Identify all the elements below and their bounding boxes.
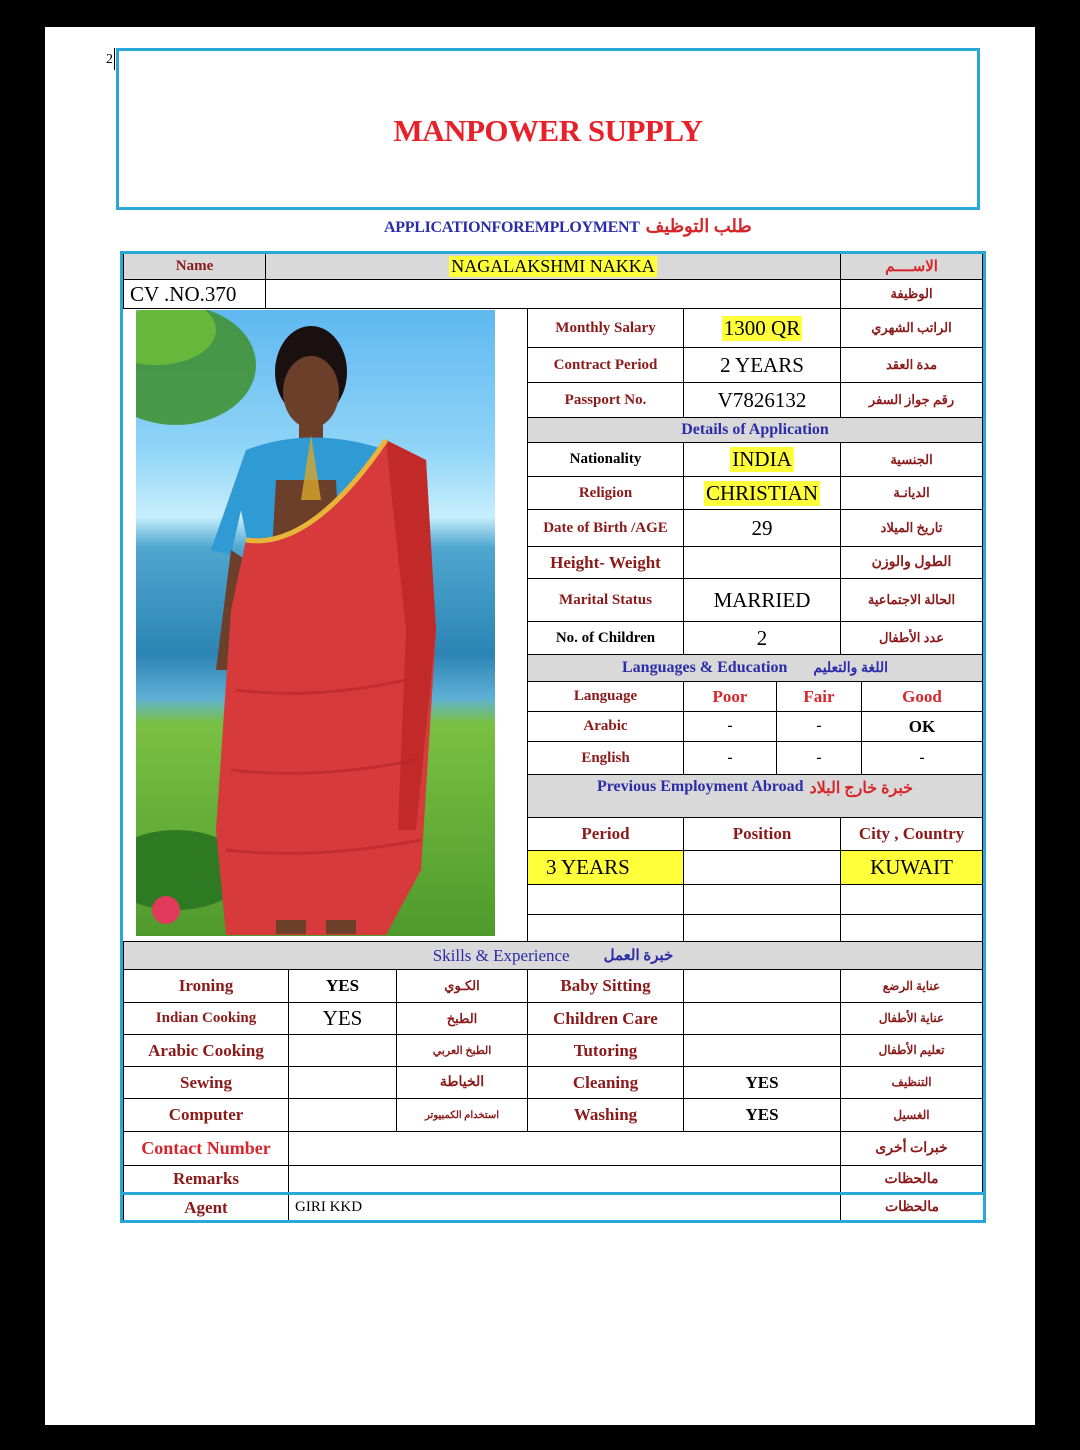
english-good: - [862,742,983,775]
name-label-ar: الاســــم [841,254,983,280]
fair-col-header: Fair [777,682,862,712]
employment-empty-city-1 [841,885,983,915]
employment-period: 3 YEARS [528,851,684,885]
children-label: No. of Children [528,622,684,655]
remarks-label-ar: مالحظات [841,1166,983,1193]
skill-sewing-value [289,1067,397,1099]
employment-empty-period-1 [528,885,684,915]
skill-ironing: Ironing [123,970,289,1003]
skill-ironing-value: YES [289,970,397,1003]
page-title: MANPOWER SUPPLY [393,113,703,148]
skill-children-care-value [684,1003,841,1035]
marital-status-label: Marital Status [528,579,684,622]
children-value: 2 [684,622,841,655]
skills-header [123,942,983,970]
remarks-value [289,1166,841,1193]
skill-sewing: Sewing [123,1067,289,1099]
employment-city: KUWAIT [841,851,983,885]
skill-ironing-ar: الكـوي [397,970,528,1003]
skills-header-en: Skills & Experience [432,945,570,965]
good-col-header: Good [862,682,983,712]
languages-header-en: Languages & Education [622,659,788,676]
contact-number-label: Contact Number [123,1132,289,1166]
cv-value-cell [266,280,841,309]
cv-label-ar: الوظيفة [841,280,983,309]
dob-age-label: Date of Birth /AGE [528,510,684,547]
skill-indian-cooking-ar: الطبخ [397,1003,528,1035]
skill-baby-sitting: Baby Sitting [528,970,684,1003]
contact-number-label-ar: خبرات أخرى [841,1132,983,1166]
employment-header-en: Previous Employment Abroad [596,778,804,795]
arabic-fair: - [777,712,862,742]
children-label-ar: عدد الأطفال [841,622,983,655]
page-number-divider [114,48,115,70]
height-weight-label-ar: الطول والوزن [841,547,983,579]
skill-arabic-cooking-ar: الطبخ العربي [397,1035,528,1067]
marital-status-value: MARRIED [684,579,841,622]
skill-computer: Computer [123,1099,289,1132]
nationality-value: INDIA [732,447,792,471]
religion-label-ar: الديانـة [841,477,983,510]
arabic-poor: - [684,712,777,742]
contract-period-value: 2 YEARS [684,348,841,383]
agent-label-ar: مالحظات [885,1200,939,1215]
passport-label-ar: رقم جواز السفر [841,383,983,418]
employment-position [684,851,841,885]
skill-children-care: Children Care [528,1003,684,1035]
skill-indian-cooking: Indian Cooking [123,1003,289,1035]
monthly-salary-value: 1300 QR [723,315,801,340]
skills-header-ar: خبرة العمل [603,948,674,964]
application-title-en: APPLICATIONFOREMPLOYMENT [384,219,640,236]
languages-header-ar: اللغة والتعليم [813,660,888,676]
page-number: 2 [106,52,113,67]
applicant-photo [136,310,495,936]
contract-period-label-ar: مدة العقد [841,348,983,383]
agent-label: Agent [123,1195,289,1220]
skill-tutoring-ar: تعليم الأطفال [841,1035,983,1067]
name-value-cell [266,254,841,280]
skill-washing: Washing [528,1099,684,1132]
passport-value: V7826132 [684,383,841,418]
contact-number-value [289,1132,841,1166]
religion-value-cell [684,477,841,510]
applicant-photo-illustration [136,310,495,936]
employment-header [528,775,983,818]
position-col-header: Position [684,818,841,851]
cv-number: CV .NO.370 [123,280,266,309]
remarks-label: Remarks [123,1166,289,1193]
skill-arabic-cooking-value [289,1035,397,1067]
skill-baby-sitting-ar: عناية الرضع [841,970,983,1003]
languages-header [528,655,983,682]
photo-right-spacer [495,309,528,942]
english-language: English [528,742,684,775]
skill-computer-value [289,1099,397,1132]
height-weight-value [684,547,841,579]
skill-sewing-ar: الخياطة [397,1067,528,1099]
employment-empty-city-2 [841,915,983,942]
employment-empty-position-1 [684,885,841,915]
period-col-header: Period [528,818,684,851]
height-weight-label: Height- Weight [528,547,684,579]
monthly-salary-value-cell [684,309,841,348]
agent-value: GIRI KKD [289,1195,841,1220]
monthly-salary-label-ar: الراتب الشهري [841,309,983,348]
skill-cleaning-value: YES [684,1067,841,1099]
skill-cleaning-ar: التنظيف [841,1067,983,1099]
title-box [116,48,980,210]
employment-empty-position-2 [684,915,841,942]
religion-value: CHRISTIAN [705,480,818,505]
skill-tutoring-value [684,1035,841,1067]
skill-washing-ar: الغسيل [841,1099,983,1132]
city-col-header: City , Country [841,818,983,851]
language-col-header: Language [528,682,684,712]
nationality-label: Nationality [528,443,684,477]
employment-empty-period-2 [528,915,684,942]
skill-indian-cooking-value: YES [289,1003,397,1035]
poor-col-header: Poor [684,682,777,712]
passport-label: Passport No. [528,383,684,418]
arabic-good: OK [862,712,983,742]
dob-age-value: 29 [684,510,841,547]
skill-tutoring: Tutoring [528,1035,684,1067]
skill-children-care-ar: عناية الأطفال [841,1003,983,1035]
marital-status-label-ar: الحالة الاجتماعية [841,579,983,622]
details-header: Details of Application [528,418,983,443]
name-label: Name [123,254,266,280]
skill-computer-ar: استخدام الكمبيوتر [397,1099,528,1132]
application-title-ar: طلب التوظيف [645,216,752,236]
skill-cleaning: Cleaning [528,1067,684,1099]
arabic-language: Arabic [528,712,684,742]
skill-washing-value: YES [684,1099,841,1132]
name-value: NAGALAKSHMI NAKKA [451,256,655,276]
contract-period-label: Contract Period [528,348,684,383]
monthly-salary-label: Monthly Salary [528,309,684,348]
skill-arabic-cooking: Arabic Cooking [123,1035,289,1067]
employment-header-ar: خبرة خارج البلاد [809,780,914,797]
english-poor: - [684,742,777,775]
nationality-label-ar: الجنسية [841,443,983,477]
skill-baby-sitting-value [684,970,841,1003]
nationality-value-cell [684,443,841,477]
dob-age-label-ar: تاريخ الميلاد [841,510,983,547]
english-fair: - [777,742,862,775]
religion-label: Religion [528,477,684,510]
application-title [384,216,752,237]
